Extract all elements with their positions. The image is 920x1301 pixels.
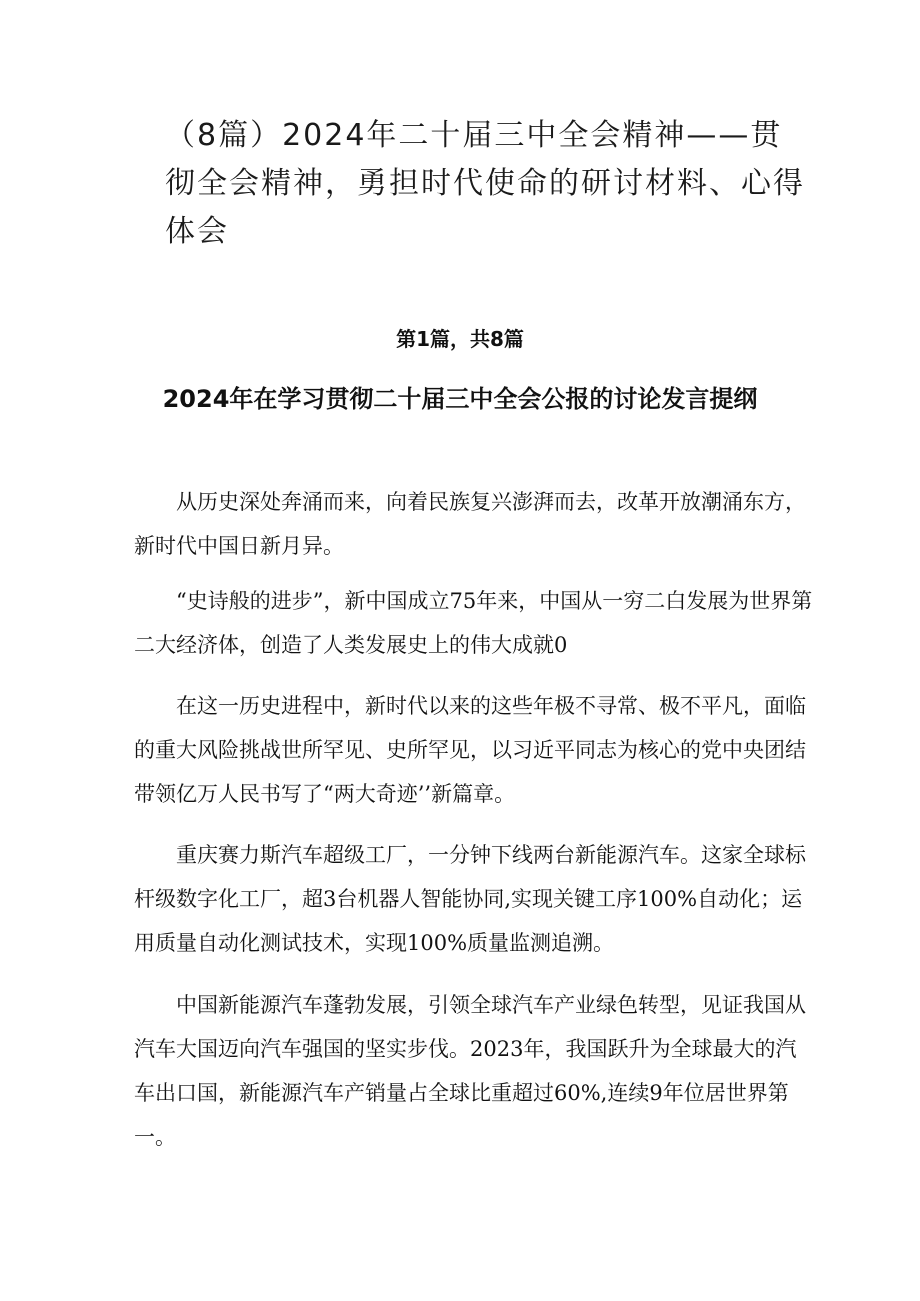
- paragraph: 从历史深处奔涌而来，向着民族复兴澎湃而去，改革开放潮涌东方，新时代中国日新月异。: [134, 490, 806, 558]
- paragraph: 重庆赛力斯汽车超级工厂，一分钟下线两台新能源汽车。这家全球标杆级数字化工厂，超3台机器人智能协同,实现关键工序100%自动化；运用质量自动化测试技术，实现100%质量监测追溯。: [134, 843, 806, 955]
- section-title: 2024年在学习贯彻二十届三中全会公报的讨论发言提纲: [162, 385, 758, 413]
- document-title: （8篇）2024年二十届三中全会精神——贯彻全会精神，勇担时代使命的研讨材料、心得体会: [165, 118, 805, 249]
- paragraph: 在这一历史进程中，新时代以来的这些年极不寻常、极不平凡，面临的重大风险挑战世所罕见、史所罕见，以习近平同志为核心的党中央团结带领亿万人民书写了“两大奇迹’’新篇章。: [134, 694, 806, 806]
- part-label: 第1篇，共8篇: [396, 327, 524, 351]
- paragraph: “史诗般的进步”，新中国成立75年来，中国从一穷二白发展为世界第二大经济体，创造了人类发展史上的伟大成就0: [134, 589, 813, 657]
- paragraph: 中国新能源汽车蓬勃发展，引领全球汽车产业绿色转型，见证我国从汽车大国迈向汽车强国的坚实步伐。2023年，我国跃升为全球最大的汽车出口国，新能源汽车产销量占全球比重超过60%,连续9年位居世界第一。: [134, 993, 806, 1149]
